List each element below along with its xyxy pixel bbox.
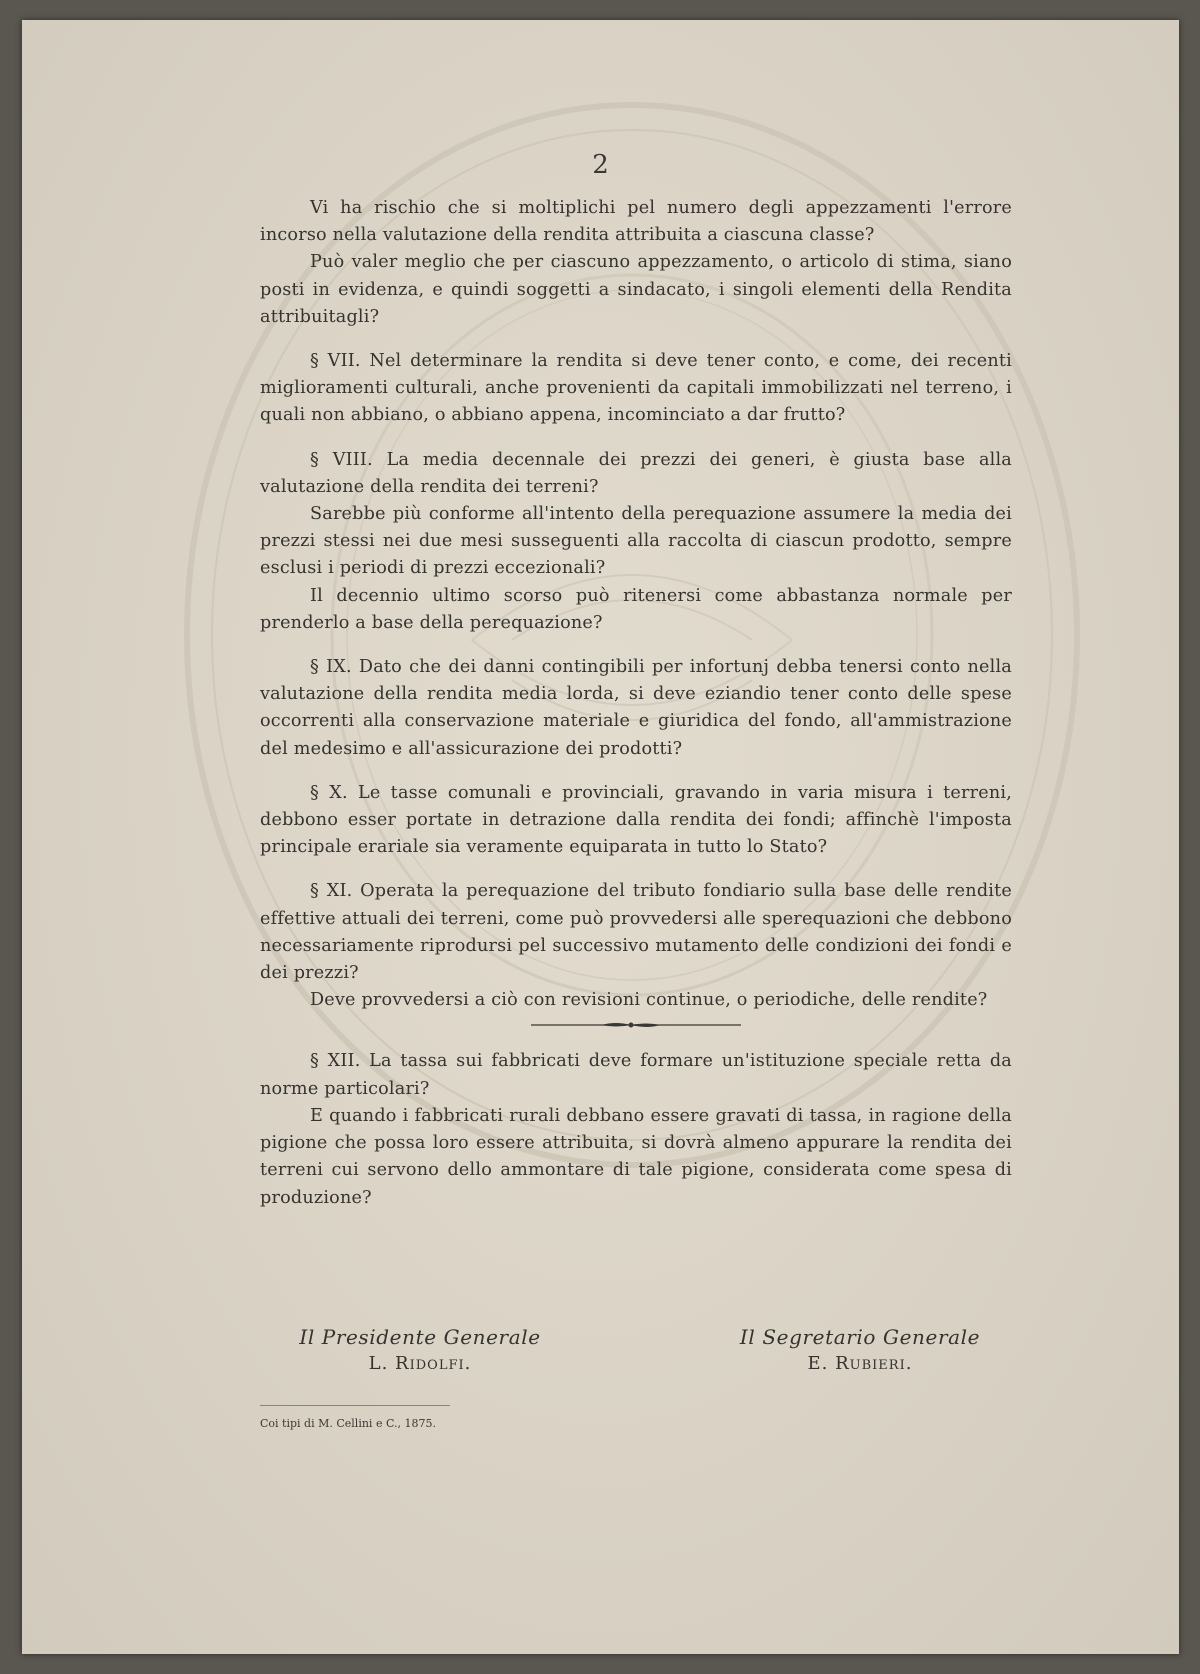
signature-title: Il Presidente Generale [299,1325,541,1349]
paragraph: E quando i fabbricati rurali debbano essere gravati di tassa, in ragione della pigione che possa loro essere attribuita, si dovrà almeno appurare la rendita dei terreni cui servono dello ammontare di tale pigione, considerata come spesa di produzione? [260,1105,1012,1208]
signature-title: Il Segretario Generale [739,1325,981,1349]
document-page [22,20,1179,1654]
signature-name: E. Rubieri. [807,1353,913,1374]
paragraph: Sarebbe più conforme all'intento della perequazione assumere la media dei prezzi stessi nei due mesi susseguenti alla raccolta di ciascun prodotto, sempre esclusi i periodi di prezzi eccezionali? [260,504,1012,579]
printer-note: Coi tipi di M. Cellini e C., 1875. [260,1417,436,1430]
paragraph: Deve provvedersi a ciò con revisioni continue, o periodiche, delle rendite? [310,990,988,1011]
signatures [270,1325,1010,1395]
paragraph: § VIII. La media decennale dei prezzi dei generi, è giusta base alla valutazione della rendita dei terreni? [260,449,1012,497]
page-number: 2 [592,150,609,180]
paragraph: § IX. Dato che dei danni contingibili per infortunj debba tenersi conto nella valutazione della rendita media lorda, si deve eziandio tener conto delle spese occorrenti alla conservazione materiale e giuridica del fondo, all'ammistrazione del medesimo e all'assicurazione dei prodotti? [260,657,1012,759]
paragraph: Vi ha rischio che si moltiplichi pel numero degli appezzamenti l'errore incorso nella valutazione della rendita attribuita a ciascuna classe? [260,198,1012,246]
document-body [260,195,1012,1212]
signature-secretary [710,1325,1010,1374]
paragraph: § XII. La tassa sui fabbricati deve formare un'istituzione speciale retta da norme particolari? [260,1051,1012,1099]
signature-name: L. Ridolfi. [368,1353,472,1374]
paragraph: § X. Le tasse comunali e provinciali, gravando in varia misura i terreni, debbono esser portate in detrazione dalla rendita dei fondi; affinchè l'imposta principale erariale sia veramente equiparata in tutto lo Stato? [260,782,1012,858]
divider [260,1405,450,1406]
signature-president [270,1325,570,1374]
decorative-divider [531,1020,741,1030]
paragraph: § VII. Nel determinare la rendita si deve tener conto, e come, dei recenti miglioramenti culturali, anche provenienti da capitali immobilizzati nel terreno, i quali non abbiano, o abbiano appena, incominciato a dar frutto? [260,351,1012,426]
paragraph: § XI. Operata la perequazione del tributo fondiario sulla base delle rendite effettive attuali dei terreni, come può provvedersi alle sperequazioni che debbono necessariamente riprodursi pel successivo mutamento delle condizioni dei fondi e dei prezzi? [260,881,1012,984]
paragraph: Il decennio ultimo scorso può ritenersi come abbastanza normale per prenderlo a base della perequazione? [260,585,1012,633]
paragraph: Può valer meglio che per ciascuno appezzamento, o articolo di stima, siano posti in evidenza, e quindi soggetti a sindacato, i singoli elementi della Rendita attribuitagli? [260,252,1012,327]
